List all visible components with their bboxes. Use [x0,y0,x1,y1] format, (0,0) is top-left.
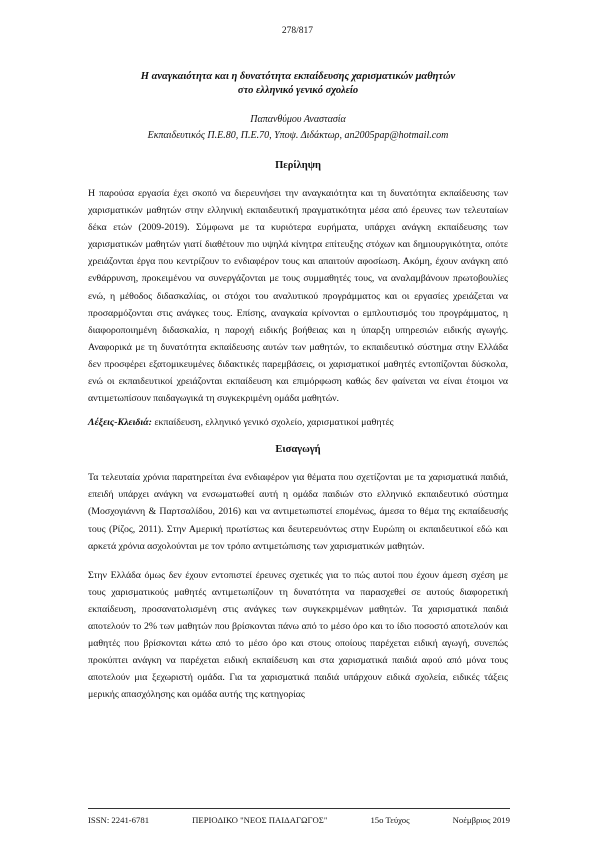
author-name: Παπανθύμου Αναστασία [250,114,346,125]
intro-paragraph-2: Στην Ελλάδα όμως δεν έχουν εντοπιστεί έρευνες σχετικές για το πώς αυτοί που έχουν άμεση σχέση με τους χαρισματικούς μαθητές αντιμετωπίζουν τη δυνατότητα να παρασχεθεί σε αυτούς διαφορετική εκπαίδευση, προσανατολισμένη στις ανάγκες των συγκεκριμένων μαθητών. Τα χαρισματικά παιδιά αποτελούν το 2% των μαθητών που βρίσκονται πάνω από το μέσο όρο και το ίδιο ποσοστό αποτελούν και μαθητές που βρίσκονται κάτω από το μέσο όρο και στους οποίους παρέχεται ειδική αγωγή, συνεπώς προκύπτει ανάγκη να παρέχεται ειδική εκπαίδευση και στα χαρισματικά παιδιά αφού από μόνα τους αποτελούν μια ξεχωριστή ομάδα. Για τα χαρισματικά παιδιά υπάρχουν ειδικά σχολεία, ειδικές τάξεις μερικής απασχόλησης και ομάδα αυτής της κατηγορίας [88,569,508,701]
title-line-2: στο ελληνικό γενικό σχολείο [237,85,359,96]
article-body [88,70,508,703]
keywords [88,417,508,428]
keywords-text: εκπαίδευση, ελληνικό γενικό σχολείο, χαρισματικοί μαθητές [151,417,394,429]
page-footer [88,808,510,825]
intro-heading: Εισαγωγή [275,444,321,456]
footer-date: Νοέμβριος 2019 [452,815,510,825]
intro-paragraph-1: Τα τελευταία χρόνια παρατηρείται ένα ενδιαφέρον για θέματα που σχετίζονται με τα χαρισματικά παιδιά, επειδή υπάρχει ανάγκη να ενσωματωθεί αυτή η ομάδα παιδιών στο ελληνικό εκπαιδευτικό σύστημα (Μοσχογιάννη & Παρτσαλίδου, 2016) και να αντιμετωπιστεί επομένως, άμεσα το θέμα της εκπαίδευσής τους (Ρίζος, 2011). Στην Αμερική πρωτίστως και δευτερευόντως στην Ευρώπη οι εκπαιδευτικοί εδώ και αρκετά χρόνια ασχολούνται με τον τρόπο αντιμετώπισης των χαρισματικών μαθητών. [88,472,508,552]
article-title [88,70,508,98]
author-affiliation: Εκπαιδευτικός Π.Ε.80, Π.Ε.70, Υποψ. Διδάκτωρ, an2005pap@hotmail.com [147,130,449,141]
footer-journal: ΠΕΡΙΟΔΙΚΟ "ΝΕΟΣ ΠΑΙΔΑΓΩΓΟΣ" [192,815,328,825]
abstract-text: Η παρούσα εργασία έχει σκοπό να διερευνήσει την αναγκαιότητα και τη δυνατότητα εκπαίδευσης των χαρισματικών μαθητών στην ελληνική εκπαιδευτική πραγματικότητα μέσα από έρευνες των τελευταίων δέκα ετών (2009-2019). Σύμφωνα με τα κυριότερα ευρήματα, υπάρχει ανάγκη εκπαίδευσης των χαρισματικών μαθητών γιατί διαθέτουν πιο υψηλά κίνητρα επίτευξης στόχων και δημιουργικότητα, οπότε χρειάζονται έργα που κεντρίζουν το ενδιαφέρον τους και απαιτούν αφοσίωση. Ακόμη, έχουν ανάγκη από ενθάρρυνση, προκειμένου να συνεργάζονται με τους συμμαθητές τους, να αναλαμβάνουν πρωτοβουλίες ενώ, η μέθοδος διδασκαλίας, οι στόχοι του αναλυτικού προγράμματος και οι εργασίες χρειάζεται να προσαρμόζονται στις ανάγκες τους. Επίσης, αναγκαία κρίνονται ο εμπλουτισμός του προγράμματος, η διαφοροποιημένη διδασκαλία, η παροχή ειδικής βοήθειας και η ύπαρξη υπηρεσιών ειδικής αγωγής. Αναφορικά με τη δυνατότητα εκπαίδευσης αυτών των μαθητών, το εκπαιδευτικό σύστημα στην Ελλάδα δεν προσφέρει εξατομικευμένες διδακτικές παρεμβάσεις, οι χαρισματικοί μαθητές εντοπίζονται δύσκολα, ενώ οι εκπαιδευτικοί χρειάζονται εκπαίδευση και επιμόρφωση καθώς δεν φαίνεται να είναι έτοιμοι να αντιμετωπίσουν παιδαγωγικά τη συγκεκριμένη ομάδα μαθητών. [88,188,508,405]
title-line-1: Η αναγκαιότητα και η δυνατότητα εκπαίδευσης χαρισματικών μαθητών [140,71,456,82]
abstract-heading: Περίληψη [275,160,321,171]
keywords-label: Λέξεις-Κλειδιά: [88,417,152,429]
footer-issue: 15ο Τεύχος [370,815,410,825]
page-number: 278/817 [281,26,314,36]
footer-issn: ISSN: 2241-6781 [88,815,150,825]
